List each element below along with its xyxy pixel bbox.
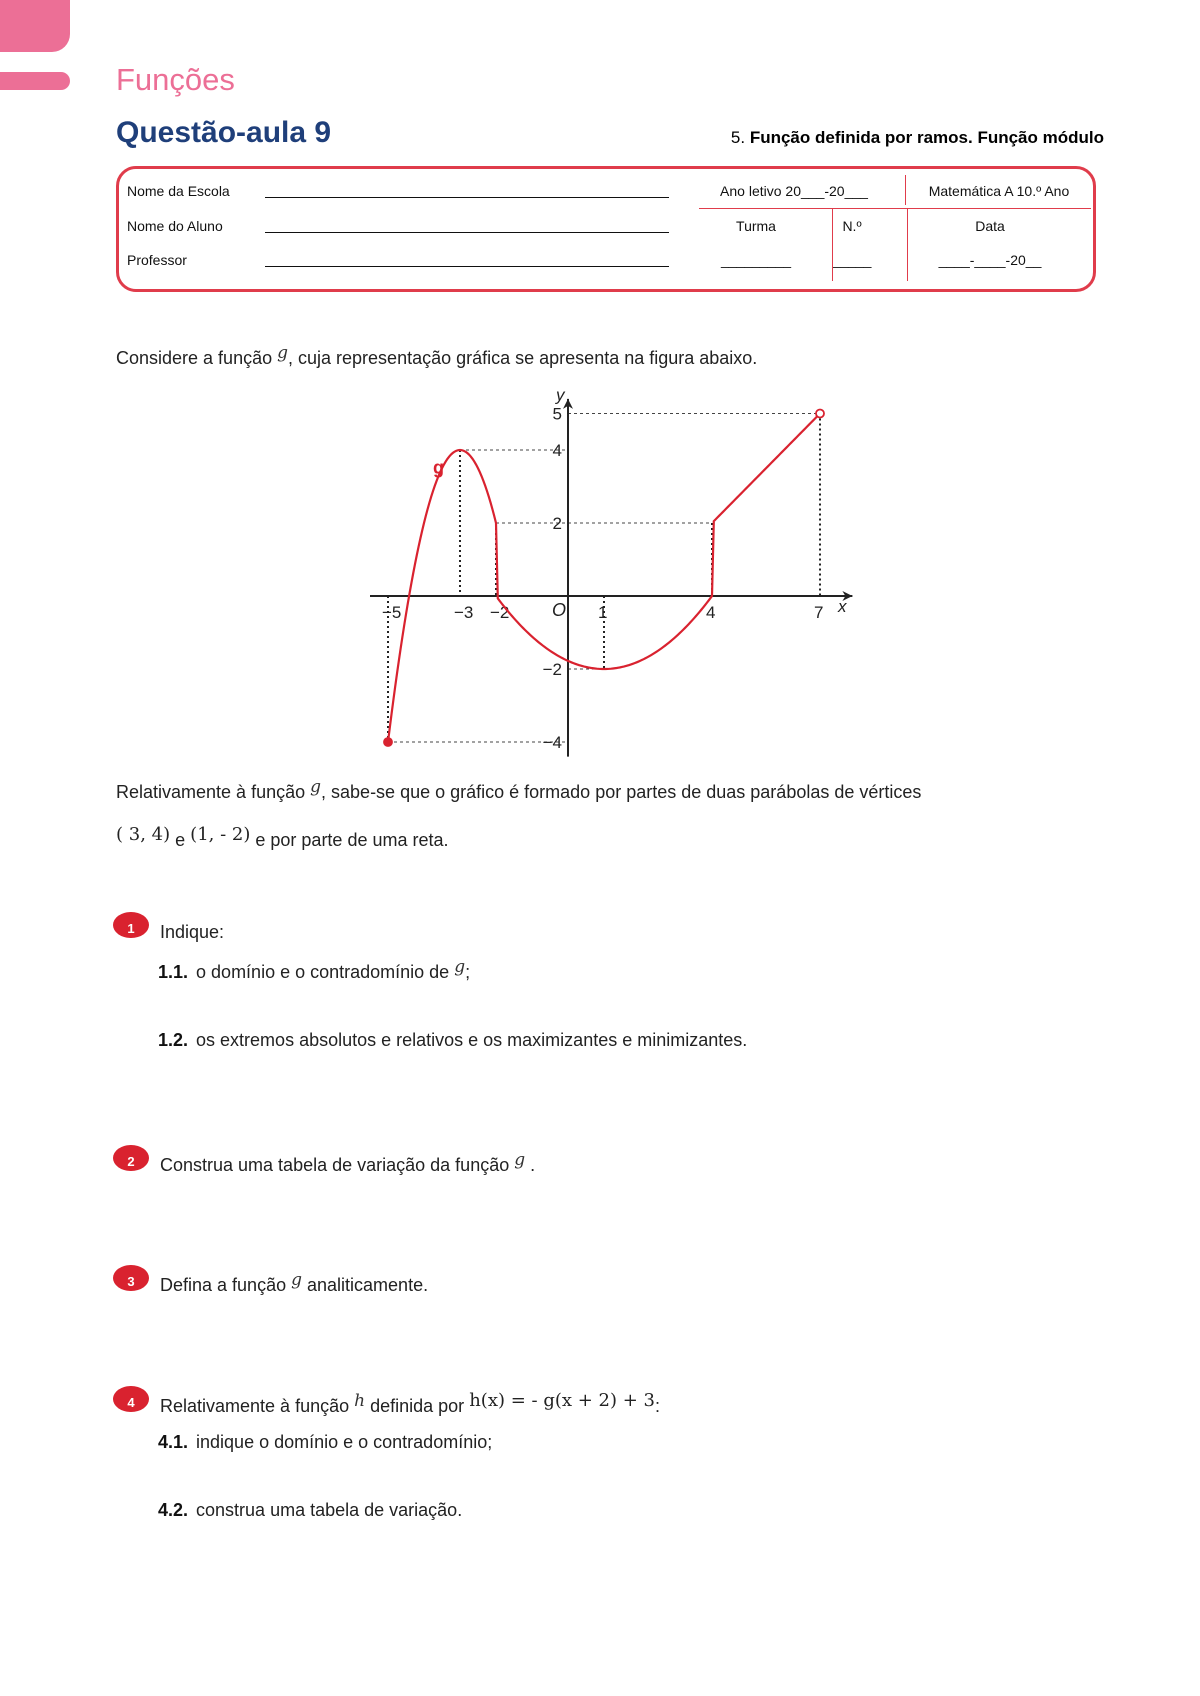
- sub-number: 1.2.: [158, 1030, 189, 1050]
- question-number-badge: 3: [113, 1265, 149, 1291]
- q-text: Relativamente à função: [160, 1396, 350, 1416]
- sub-text: o domínio e o contradomínio de: [196, 962, 450, 982]
- curve-g: [388, 414, 820, 743]
- question-1-text: Indique:: [160, 922, 225, 942]
- question-number-badge: 4: [113, 1386, 149, 1412]
- section-subtitle: [731, 128, 1104, 148]
- divider: [699, 208, 1091, 209]
- function-var-g: g: [454, 957, 466, 977]
- question-1-2: [158, 1030, 747, 1051]
- vertex-1: ( 3, 4): [116, 824, 171, 845]
- teacher-name-line[interactable]: [265, 266, 669, 267]
- q-text: Construa uma tabela de variação da função: [160, 1155, 510, 1175]
- question-2-text: [160, 1150, 536, 1176]
- q-end: analiticamente.: [307, 1275, 429, 1295]
- section-number: 5.: [730, 128, 746, 147]
- subject-label: Matemática A 10.º Ano: [928, 183, 1070, 199]
- intro-before: Considere a função: [116, 348, 273, 368]
- page-title: Questão-aula 9: [116, 116, 332, 149]
- curve-group: [384, 410, 824, 747]
- vertices-text: [116, 824, 449, 851]
- x-tick-label: 1: [598, 603, 608, 622]
- corner-tab-decoration: [0, 0, 70, 52]
- x-tick-label: 7: [814, 603, 824, 622]
- q-text: Defina a função: [160, 1275, 287, 1295]
- q-mid: definida por: [370, 1396, 465, 1416]
- question-4-text: [160, 1390, 661, 1417]
- q-end: .: [530, 1155, 536, 1175]
- y-axis-label: y: [556, 385, 565, 405]
- y-tick-label: 5: [552, 404, 562, 424]
- x-tick-label: −3: [454, 603, 474, 622]
- y-tick-label: 4: [552, 441, 562, 460]
- function-graph: [330, 378, 870, 758]
- divider: [905, 175, 906, 205]
- origin-label: O: [552, 600, 567, 620]
- question-1-1: [158, 957, 471, 983]
- question-number-badge: 2: [113, 1145, 149, 1171]
- x-tick-label: −2: [490, 603, 510, 622]
- x-axis-label: x: [838, 597, 847, 616]
- function-var-g: g: [514, 1150, 526, 1170]
- student-info-box: [116, 166, 1096, 292]
- sub-text: construa uma tabela de variação.: [196, 1500, 463, 1520]
- closed-endpoint: [384, 738, 392, 746]
- school-year-field[interactable]: Ano letivo 20___-20___: [720, 183, 868, 199]
- x-tick-label: 4: [706, 603, 716, 622]
- function-var-g: g: [277, 343, 289, 363]
- curve-label: g: [433, 457, 444, 478]
- intro-text: [116, 343, 758, 369]
- intro-after: , cuja representação gráfica se apresenta na figura abaixo.: [288, 348, 758, 368]
- sub-text: os extremos absolutos e relativos e os maximizantes e minimizantes.: [196, 1030, 748, 1050]
- school-label: Nome da Escola: [127, 183, 230, 199]
- q-end: :: [655, 1396, 661, 1416]
- class-field[interactable]: _________: [720, 252, 792, 268]
- corner-bar-decoration: [0, 72, 70, 90]
- sub-end: ;: [465, 962, 471, 982]
- question-4-2: [158, 1500, 462, 1521]
- guide-lines: [388, 414, 820, 743]
- divider: [832, 209, 833, 281]
- number-label: N.º: [842, 218, 862, 234]
- divider: [907, 209, 908, 281]
- function-var-g: g: [291, 1270, 302, 1290]
- school-name-line[interactable]: [265, 197, 669, 198]
- relation-text: [116, 777, 922, 803]
- y-tick-label: −4: [542, 733, 562, 752]
- y-tick-label: 2: [552, 514, 562, 533]
- h-formula: h(x) = - g(x + 2) + 3: [469, 1390, 655, 1411]
- date-field[interactable]: ____-____-20__: [938, 252, 1042, 268]
- sub-number: 4.1.: [158, 1432, 189, 1452]
- sub-text: indique o domínio e o contradomínio;: [196, 1432, 493, 1452]
- relation-end: e por parte de uma reta.: [255, 830, 449, 850]
- open-endpoint: [816, 410, 824, 418]
- function-var-g: g: [310, 777, 322, 797]
- question-number-badge: 1: [113, 912, 149, 938]
- number-field[interactable]: _____: [832, 252, 872, 268]
- question-4-1: [158, 1432, 492, 1453]
- student-label: Nome do Aluno: [127, 218, 223, 234]
- question-3-text: [160, 1270, 429, 1296]
- student-name-line[interactable]: [265, 232, 669, 233]
- sub-number: 4.2.: [158, 1500, 189, 1520]
- x-tick-label: −5: [382, 603, 402, 622]
- conjunction: e: [175, 830, 186, 850]
- relation-after: , sabe-se que o gráfico é formado por partes de duas parábolas de vértices: [321, 782, 922, 802]
- vertex-2: (1, - 2): [190, 824, 251, 845]
- date-label: Data: [975, 218, 1005, 234]
- teacher-label: Professor: [127, 252, 187, 268]
- y-tick-label: −2: [542, 660, 562, 679]
- function-var-h: h: [354, 1391, 366, 1411]
- class-label: Turma: [736, 218, 776, 234]
- sub-number: 1.1.: [158, 962, 189, 982]
- relation-before: Relativamente à função: [116, 782, 306, 802]
- section-title: Função definida por ramos. Função módulo: [749, 128, 1104, 147]
- chapter-title: Funções: [116, 62, 235, 97]
